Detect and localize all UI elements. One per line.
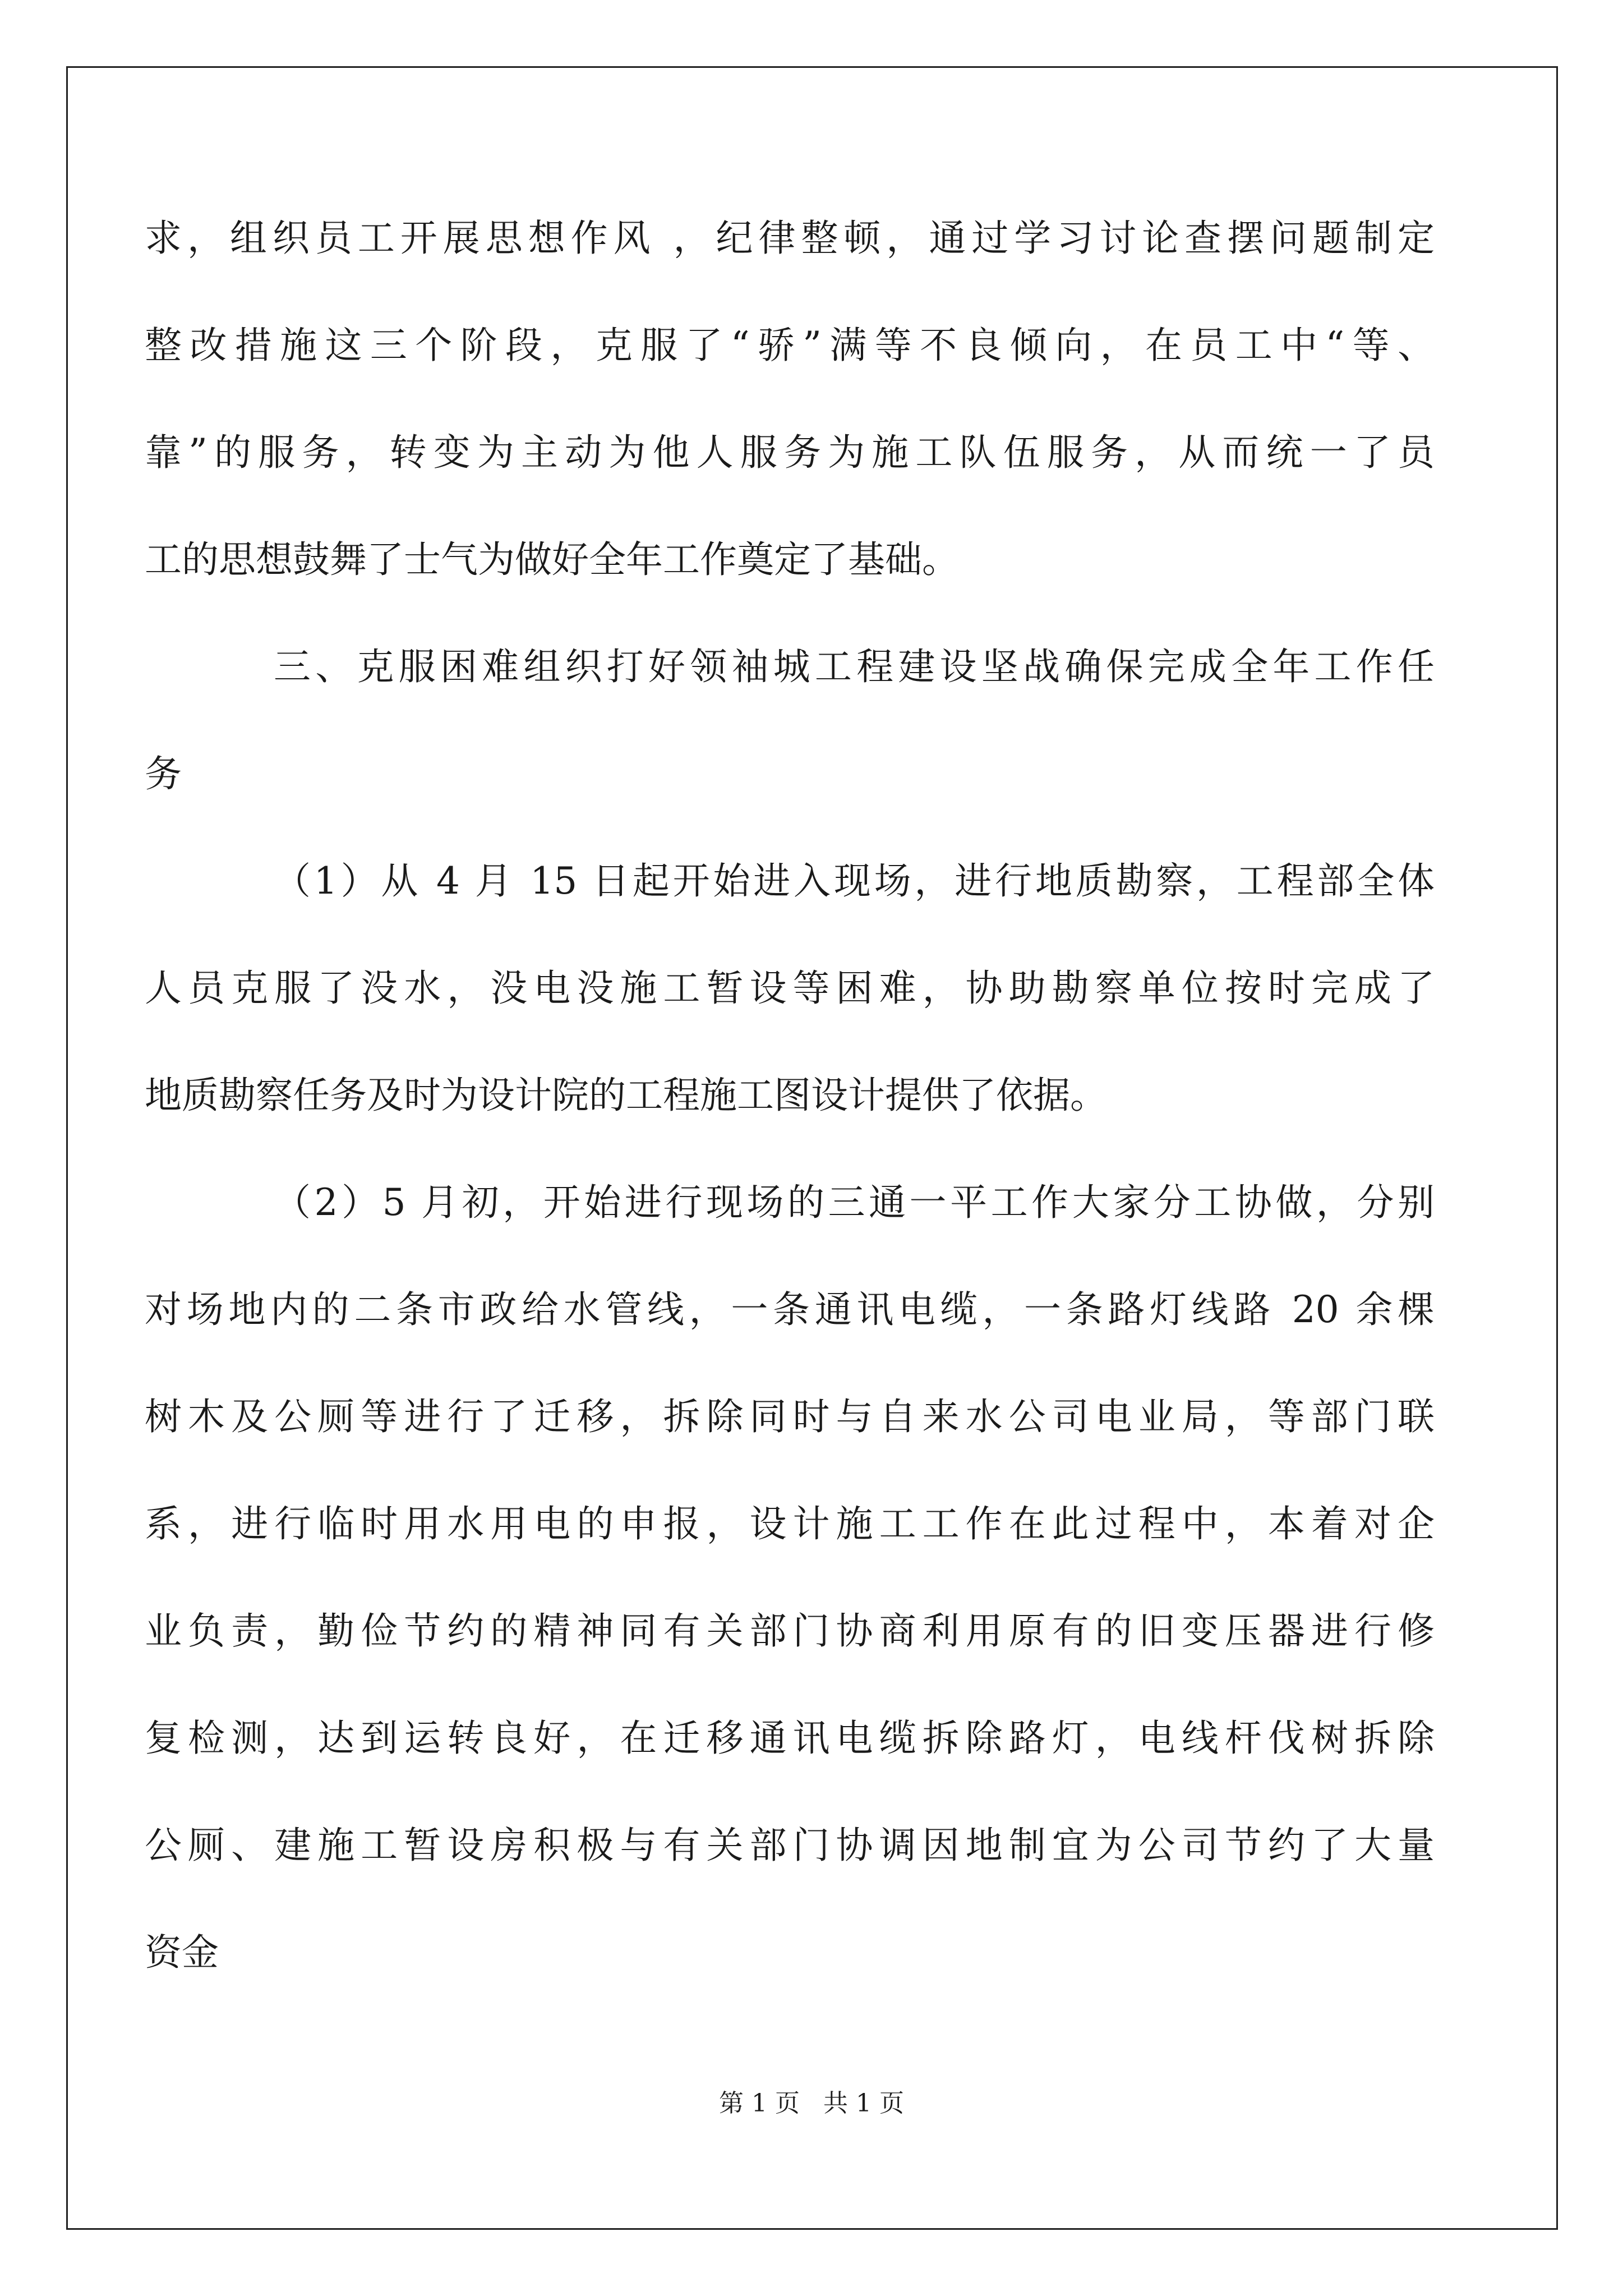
page-border xyxy=(66,66,1558,2230)
text-line: 资金 xyxy=(145,1931,219,1974)
text-line: （1）从 4 月 15 日起开始进入现场，进行地质勘察，工程部全体 xyxy=(274,859,1435,903)
page-number-footer: 第 1 页 共 1 页 xyxy=(719,2089,904,2118)
text-line: 对场地内的二条市政给水管线，一条通讯电缆，一条路灯线路 20 余棵 xyxy=(145,1288,1435,1331)
text-line: 求，组织员工开展思想作风 ，纪律整顿，通过学习讨论查摆问题制定 xyxy=(145,217,1435,260)
text-line: 整改措施这三个阶段，克服了“骄”满等不良倾向，在员工中“等、 xyxy=(145,324,1435,367)
text-line: 系，进行临时用水用电的申报，设计施工工作在此过程中，本着对企 xyxy=(145,1502,1435,1545)
section-heading: 三、克服困难组织打好领袖城工程建设坚战确保完成全年工作任 xyxy=(274,645,1435,688)
text-line: 地质勘察任务及时为设计院的工程施工图设计提供了依据。 xyxy=(145,1074,1107,1117)
text-line: 复检测，达到运转良好，在迁移通讯电缆拆除路灯，电线杆伐树拆除 xyxy=(145,1717,1435,1760)
text-line: （2）5 月初，开始进行现场的三通一平工作大家分工协做，分别 xyxy=(274,1181,1435,1224)
text-line: 工的思想鼓舞了士气为做好全年工作奠定了基础。 xyxy=(145,538,959,581)
text-line: 人员克服了没水，没电没施工暂设等困难，协助勘察单位按时完成了 xyxy=(145,967,1435,1010)
section-heading-continued: 务 xyxy=(145,752,182,795)
text-line: 业负责，勤俭节约的精神同有关部门协商利用原有的旧变压器进行修 xyxy=(145,1609,1435,1653)
text-line: 树木及公厕等进行了迁移，拆除同时与自来水公司电业局，等部门联 xyxy=(145,1395,1435,1438)
text-line: 靠”的服务，转变为主动为他人服务为施工队伍服务，从而统一了员 xyxy=(145,431,1435,474)
text-line: 公厕、建施工暂设房积极与有关部门协调因地制宜为公司节约了大量 xyxy=(145,1824,1435,1867)
